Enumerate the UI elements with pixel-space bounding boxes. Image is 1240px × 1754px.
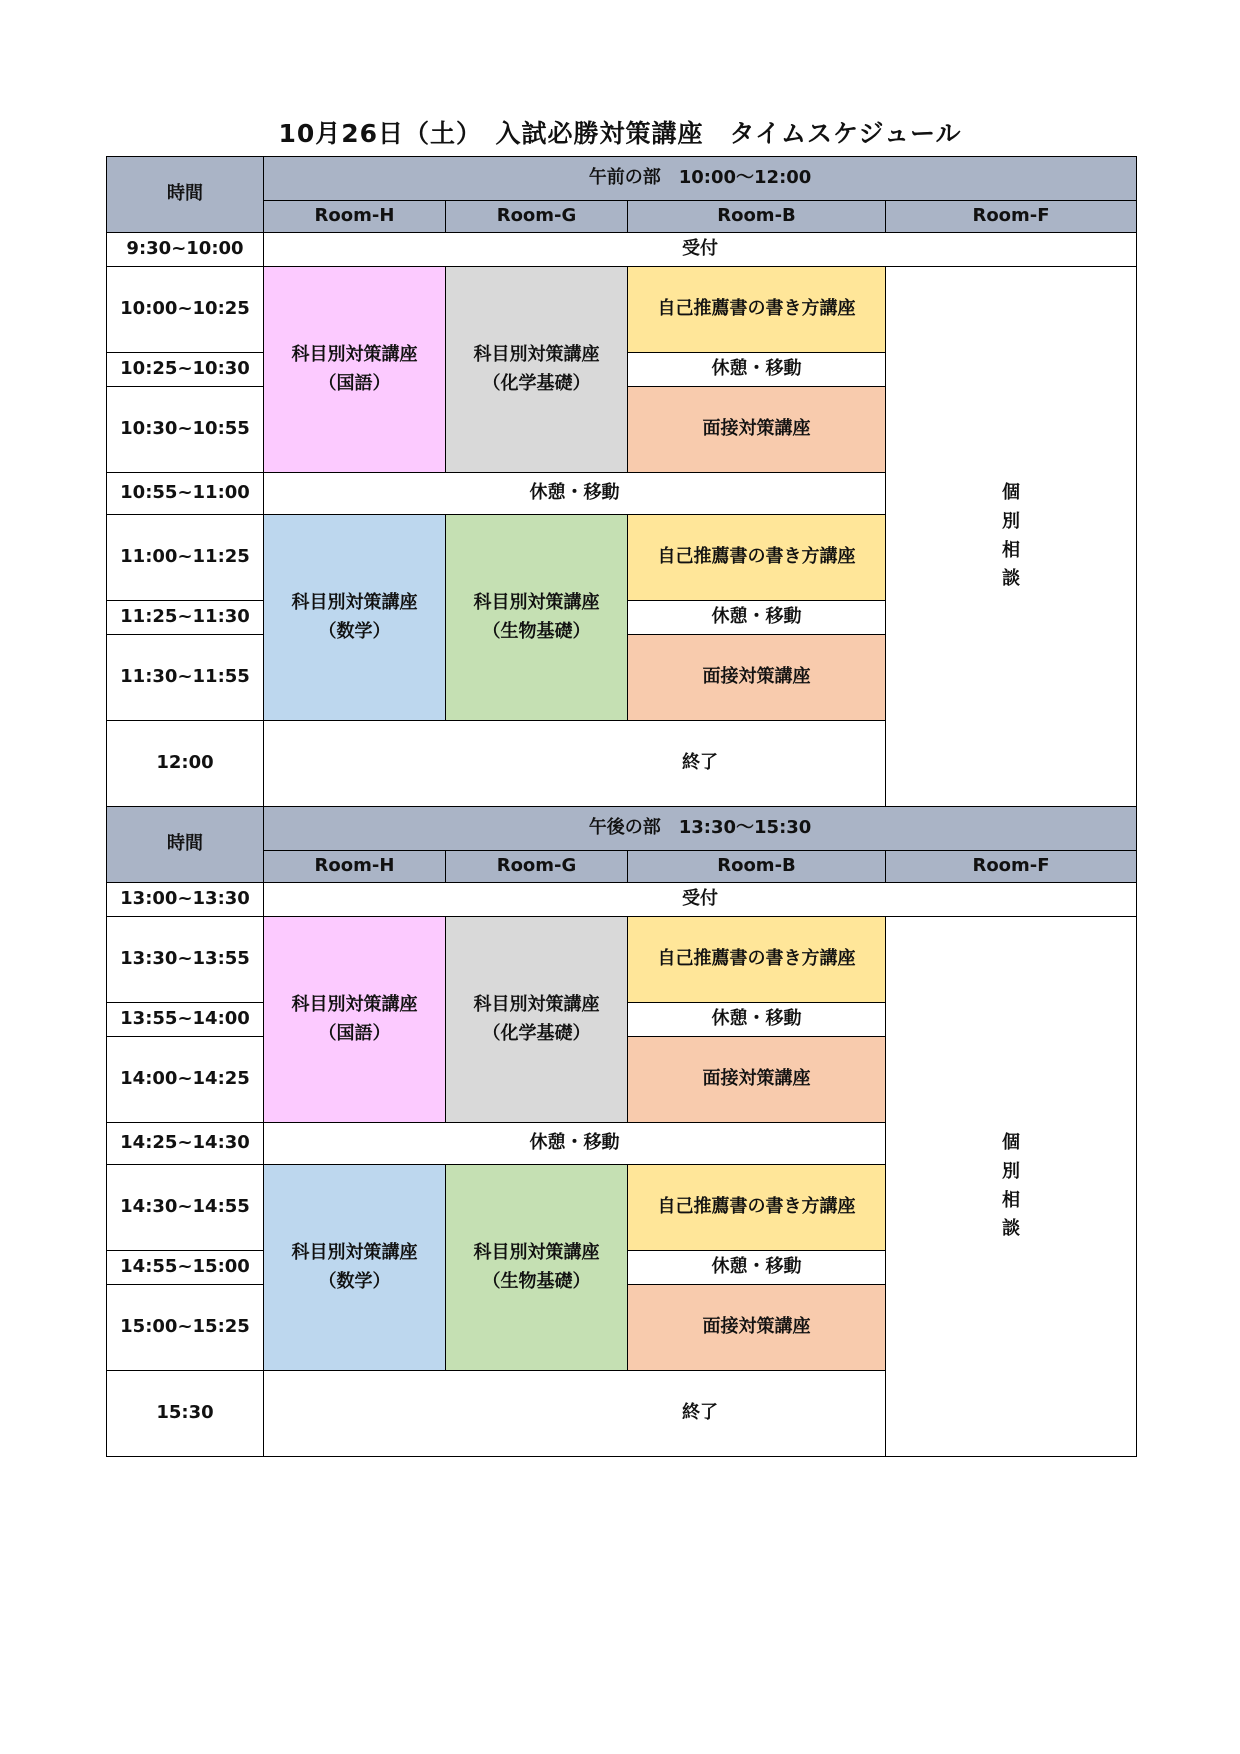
session-title: 科目別対策講座 — [291, 591, 418, 613]
sugaku-session-cell — [264, 1165, 446, 1371]
time-cell: 9:30~10:00 — [107, 233, 264, 267]
seibutsu-session-cell — [446, 1165, 628, 1371]
interview-workshop-cell: 面接対策講座 — [628, 1037, 886, 1123]
session-subject: （生物基礎） — [482, 1270, 591, 1292]
time-cell: 11:00~11:25 — [107, 515, 264, 601]
essay-workshop-cell: 自己推薦書の書き方講座 — [628, 917, 886, 1003]
reception-cell: 受付 — [264, 883, 1137, 917]
room-f-header: Room-F — [886, 201, 1137, 233]
time-cell: 14:30~14:55 — [107, 1165, 264, 1251]
reception-cell: 受付 — [264, 233, 1137, 267]
page-title: 10月26日（土） 入試必勝対策講座 タイムスケジュール — [278, 119, 962, 148]
room-f-header: Room-F — [886, 851, 1137, 883]
afternoon-schedule-table — [106, 806, 1137, 1457]
room-b-header: Room-B — [628, 851, 886, 883]
session-subject: （化学基礎） — [482, 372, 591, 394]
session-subject: （数学） — [318, 1270, 391, 1292]
time-cell: 10:30~10:55 — [107, 387, 264, 473]
session-subject: （生物基礎） — [482, 620, 591, 642]
session-title: 科目別対策講座 — [291, 1241, 418, 1263]
room-g-header: Room-G — [446, 201, 628, 233]
sugaku-session-cell — [264, 515, 446, 721]
room-b-header: Room-B — [628, 201, 886, 233]
room-g-header: Room-G — [446, 851, 628, 883]
time-cell: 10:00~10:25 — [107, 267, 264, 353]
time-cell: 10:25~10:30 — [107, 353, 264, 387]
consult-char: 相 — [1002, 539, 1021, 561]
break-cell: 休憩・移動 — [264, 473, 886, 515]
session-title: 科目別対策講座 — [473, 993, 600, 1015]
session-title: 科目別対策講座 — [291, 993, 418, 1015]
morning-schedule-table — [106, 156, 1137, 807]
time-cell: 14:25~14:30 — [107, 1123, 264, 1165]
time-cell: 11:25~11:30 — [107, 601, 264, 635]
session-subject: （化学基礎） — [482, 1022, 591, 1044]
session-subject: （数学） — [318, 620, 391, 642]
consult-char: 談 — [1002, 1218, 1021, 1240]
session-header-morning: 午前の部 10:00～12:00 — [264, 157, 1137, 201]
interview-workshop-cell: 面接対策講座 — [628, 1285, 886, 1371]
room-h-header: Room-H — [264, 201, 446, 233]
time-cell: 10:55~11:00 — [107, 473, 264, 515]
time-cell: 13:00~13:30 — [107, 883, 264, 917]
end-cell: 終了 — [264, 1371, 1137, 1457]
session-subject: （国語） — [318, 372, 391, 394]
time-cell: 14:55~15:00 — [107, 1251, 264, 1285]
break-cell: 休憩・移動 — [264, 1123, 886, 1165]
break-cell: 休憩・移動 — [628, 601, 886, 635]
kagaku-session-cell — [446, 917, 628, 1123]
time-cell: 14:00~14:25 — [107, 1037, 264, 1123]
essay-workshop-cell: 自己推薦書の書き方講座 — [628, 1165, 886, 1251]
break-cell: 休憩・移動 — [628, 1003, 886, 1037]
consult-char: 別 — [1002, 510, 1021, 532]
time-cell: 13:55~14:00 — [107, 1003, 264, 1037]
consult-char: 個 — [1002, 1131, 1021, 1153]
session-title: 科目別対策講座 — [291, 343, 418, 365]
essay-workshop-cell: 自己推薦書の書き方講座 — [628, 515, 886, 601]
room-h-header: Room-H — [264, 851, 446, 883]
session-subject: （国語） — [318, 1022, 391, 1044]
time-cell: 13:30~13:55 — [107, 917, 264, 1003]
interview-workshop-cell: 面接対策講座 — [628, 387, 886, 473]
essay-workshop-cell: 自己推薦書の書き方講座 — [628, 267, 886, 353]
time-header: 時間 — [107, 807, 264, 883]
time-cell: 15:00~15:25 — [107, 1285, 264, 1371]
break-cell: 休憩・移動 — [628, 1251, 886, 1285]
seibutsu-session-cell — [446, 515, 628, 721]
time-header: 時間 — [107, 157, 264, 233]
kokugo-session-cell — [264, 917, 446, 1123]
time-cell: 15:30 — [107, 1371, 264, 1457]
interview-workshop-cell: 面接対策講座 — [628, 635, 886, 721]
consult-char: 談 — [1002, 568, 1021, 590]
consult-char: 個 — [1002, 481, 1021, 503]
kagaku-session-cell — [446, 267, 628, 473]
consult-char: 別 — [1002, 1160, 1021, 1182]
end-cell: 終了 — [264, 721, 1137, 807]
session-title: 科目別対策講座 — [473, 1241, 600, 1263]
time-cell: 12:00 — [107, 721, 264, 807]
session-title: 科目別対策講座 — [473, 343, 600, 365]
consult-char: 相 — [1002, 1189, 1021, 1211]
session-title: 科目別対策講座 — [473, 591, 600, 613]
break-cell: 休憩・移動 — [628, 353, 886, 387]
time-cell: 11:30~11:55 — [107, 635, 264, 721]
kokugo-session-cell — [264, 267, 446, 473]
session-header-afternoon: 午後の部 13:30～15:30 — [264, 807, 1137, 851]
